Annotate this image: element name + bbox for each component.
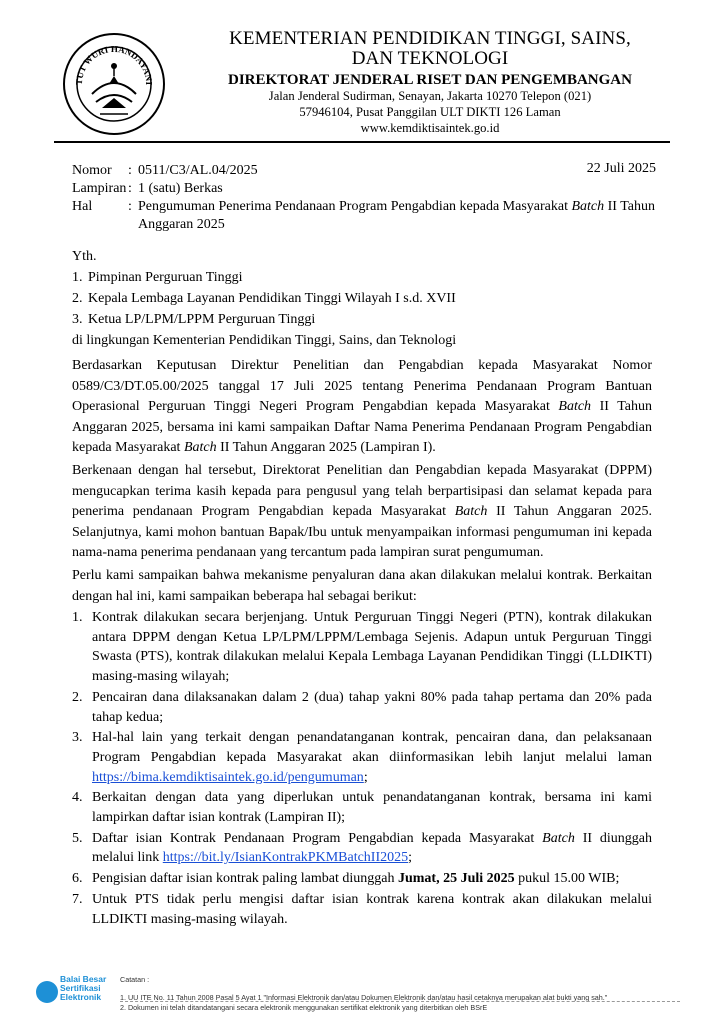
nomor-row: Nomor : 0511/C3/AL.04/2025 [72,163,258,178]
footer-notes [120,975,700,1013]
catatan-label: Catatan : [120,975,150,984]
bsre-logo-icon [36,981,58,1003]
svg-text:TUT WURI HANDAYANI: TUT WURI HANDAYANI [73,43,155,86]
footer-note: 2. Dokumen ini telah ditandatangani secara elektronik menggunakan sertifikat elektronik yang diterbitkan oleh BSrE [120,1003,488,1012]
bsre-badge: Balai Besar Sertifikasi Elektronik [36,975,116,1019]
bima-pengumuman-link[interactable]: https://bima.kemdiktisaintek.go.id/pengumuman [92,769,364,785]
list-item: 2. Pencairan dana dilaksanakan dalam 2 (dua) tahap yakni 80% pada tahap pertama dan 20% pada tahap kedua; [72,689,652,725]
list-item: 7. Untuk PTS tidak perlu mengisi daftar isian kontrak karena kontrak akan dilakukan melalui LLDIKTI masing-masing wilayah. [72,891,652,927]
letter-date: 22 Juli 2025 [586,161,656,176]
ministry-name: KEMENTERIAN PENDIDIKAN TINGGI, SAINS, DAN TEKNOLOGI [229,28,631,69]
recipient-closing: di lingkungan Kementerian Pendidikan Tinggi, Sains, dan Teknologi [72,333,457,348]
tut-wuri-handayani-logo [62,32,166,136]
lampiran-row: Lampiran : 1 (satu) Berkas [72,181,223,196]
salutation: Yth. [72,249,97,264]
numbered-list [72,608,652,930]
list-item: 4. Berkaitan dengan data yang diperlukan untuk penandatanganan kontrak, bersama ini kami lampirkan daftar isian kontrak (Lampiran II); [72,790,652,826]
footer-divider [120,1001,680,1002]
directorate-name: DIREKTORAT JENDERAL RISET DAN PENGEMBANGAN [228,72,632,88]
letterhead-rule [54,141,670,143]
recipients [72,246,672,351]
address: Jalan Jenderal Sudirman, Senayan, Jakarta 10270 Telepon (021) 57946104, Pusat Panggilan ULT DIKTI 126 Laman www.kemdiktisaintek.go.id [180,88,680,136]
list-item: 6. Pengisian daftar isian kontrak paling lambat diunggah Jumat, 25 Juli 2025 pukul 15.00 WIB; [72,871,620,887]
list-item: 3. Hal-hal lain yang terkait dengan penandatanganan kontrak, pencairan dana, dan pelaksanaan Program Pengabdian kepada Masyarakat akan diinformasikan lebih lanjut melalui laman https://bima.kemdiktisaintek.go.id/pengumuman; [72,730,652,785]
paragraph-3: Perlu kami sampaikan bahwa mekanisme penyaluran dana akan dilakukan melalui kontrak. Berkaitan dengan hal ini, kami sampaikan beberapa hal sebagai berikut: [72,568,652,604]
recipient-item: 2. Kepala Lembaga Layanan Pendidikan Tinggi Wilayah I s.d. XVII [72,291,456,306]
list-item: 5. Daftar isian Kontrak Pendanaan Program Pengabdian kepada Masyarakat Batch II diunggah melalui link https://bit.ly/IsianKontrakPKMBatchII2025; [72,830,652,866]
paragraph-2: Berkenaan dengan hal tersebut, Direktorat Penelitian dan Pengabdian kepada Masyarakat (DPPM) mengucapkan terima kasih kepada para pengusul yang telah berpartisipasi dan selamat kepada para penerima pendanaan Program Pengabdian kepada Masyarakat Batch II Tahun Anggaran 2025. Selanjutnya, kami mohon bantuan Bapak/Ibu untuk menyampaikan informasi pengumuman ini kepada nama-nama penerima pendanaan yang tercantum pada lampiran surat pengumuman. [72,463,652,560]
isian-kontrak-link[interactable]: https://bit.ly/IsianKontrakPKMBatchII2025 [162,850,409,866]
website: www.kemdiktisaintek.go.id [360,121,500,135]
footer-note: 1. UU ITE No. 11 Tahun 2008 Pasal 5 Ayat 1 "Informasi Elektronik dan/atau Dokumen Elektronik dan/atau hasil cetaknya merupakan alat bukti yang sah." [120,993,608,1002]
deadline: Jumat, 25 Juli 2025 [397,871,515,887]
recipient-item: 3. Ketua LP/LPM/LPPM Perguruan Tinggi [72,312,316,327]
recipient-item: 1. Pimpinan Perguruan Tinggi [72,270,243,285]
list-item: 1. Kontrak dilakukan secara berjenjang. Untuk Perguruan Tinggi Negeri (PTN), kontrak dilakukan antara DPPM dengan Ketua LP/LPM/LPPM/Lembaga Sejenis. Adapun untuk Perguruan Tinggi Swasta (PTS), kontrak dilakukan melalui Kepala Lembaga Layanan Pendidikan Tinggi (LLDIKTI) masing-masing wilayah; [72,610,652,685]
paragraph-1: Berdasarkan Keputusan Direktur Penelitian dan Pengabdian kepada Masyarakat Nomor 0589/C3/DT.05.00/2025 tanggal 17 Juli 2025 tentang Penerima Pendanaan Program Bantuan Operasional Perguruan Tinggi Negeri Program Pengabdian kepada Masyarakat Batch II Tahun Anggaran 2025, bersama ini kami sampaikan Daftar Nama Penerima Pendanaan Program Pengabdian kepada Masyarakat Batch II Tahun Anggaran 2025 (Lampiran I). [72,358,652,455]
letter-meta [72,162,672,234]
hal-row: Hal : Pengumuman Penerima Pendanaan Program Pengabdian kepada Masyarakat Batch II Tahun Anggaran 2025 [72,199,655,232]
